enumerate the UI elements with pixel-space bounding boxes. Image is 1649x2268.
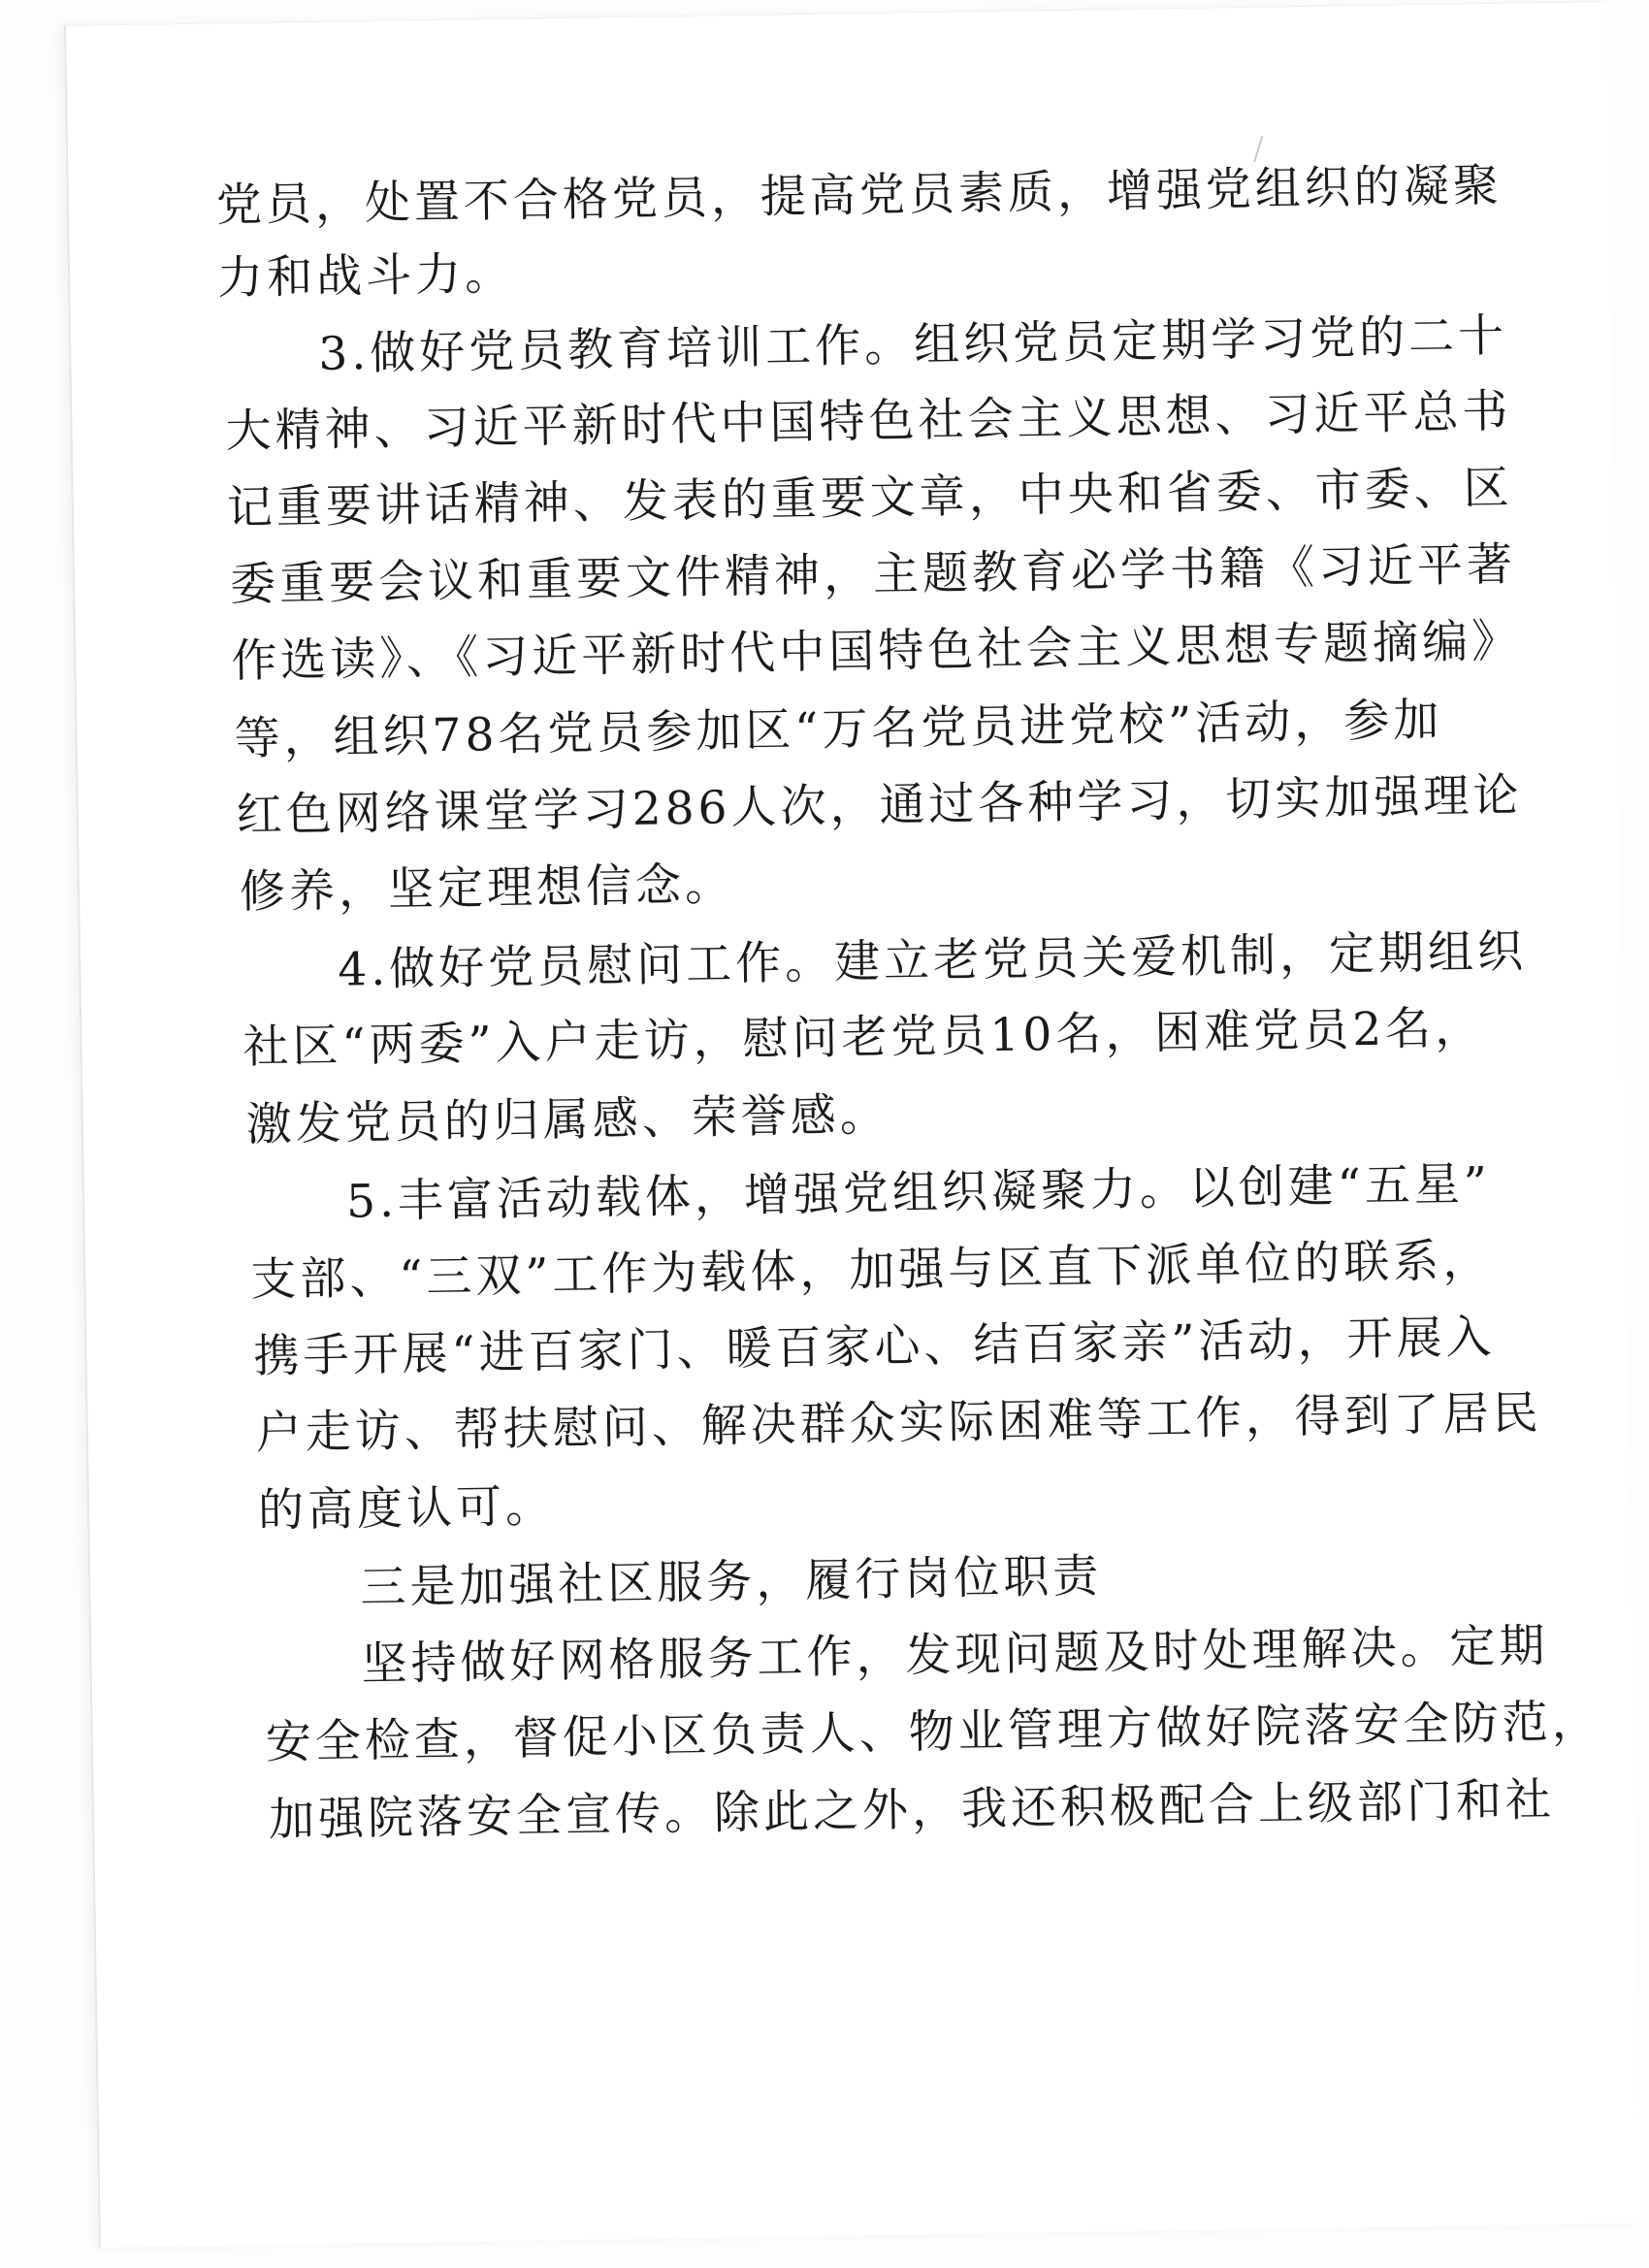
section-heading: 三是加强社区服务，履行岗位职责: [359, 1549, 1103, 1615]
text-line-7: 作选读》、《习近平新时代中国特色社会主义思想专题摘编》: [230, 614, 1522, 689]
text-line-6: 委重要会议和重要文件精神，主题教育必学书籍《习近平著: [229, 537, 1517, 612]
text-line-16: 携手开展“进百家门、暖百家心、结百家亲”活动，开展入: [253, 1310, 1496, 1384]
text-line-8: 等，组织78名党员参加区“万名党员进党校”活动，参加: [234, 693, 1443, 766]
text-line-10: 修养，坚定理想信念。: [239, 858, 735, 920]
text-line-12: 社区“两委”入户走访，慰问老党员10名，困难党员2名，: [242, 1001, 1485, 1075]
text-line-2: 力和战斗力。: [216, 246, 515, 306]
text-line-9: 红色网络课堂学习286人次，通过各种学习，切实加强理论: [236, 768, 1523, 843]
document-page: [64, 1, 1641, 2248]
text-line-4: 大精神、习近平新时代中国特色社会主义思想、习近平总书: [225, 384, 1512, 459]
text-line-3: 3.做好党员教育培训工作。组织党员定期学习党的二十: [317, 308, 1508, 381]
text-line-5: 记重要讲话精神、发表的重要文章，中央和省委、市委、区: [226, 461, 1514, 535]
text-line-11: 4.做好党员慰问工作。建立老党员关爱机制，定期组织: [337, 924, 1528, 997]
text-line-15: 支部、“三双”工作为载体，加强与区直下派单位的联系，: [249, 1234, 1493, 1308]
text-line-18: 的高度认可。: [257, 1479, 556, 1539]
text-line-20: 坚持做好网格服务工作，发现问题及时处理解决。定期: [361, 1619, 1549, 1692]
text-line-21: 安全检查，督促小区负责人、物业管理方做好院落安全防范，: [265, 1695, 1602, 1769]
text-line-14: 5.丰富活动载体，增强党组织凝聚力。以创建“五星”: [345, 1157, 1492, 1229]
text-line-1: 党员，处置不合格党员，提高党员素质，增强党组织的凝聚: [215, 158, 1504, 233]
text-line-22: 加强院落安全宣传。除此之外，我还积极配合上级部门和社: [268, 1773, 1556, 1847]
text-line-17: 户走访、帮扶慰问、解决群众实际困难等工作，得到了居民: [255, 1386, 1543, 1461]
text-line-13: 激发党员的归属感、荣誉感。: [245, 1087, 890, 1152]
